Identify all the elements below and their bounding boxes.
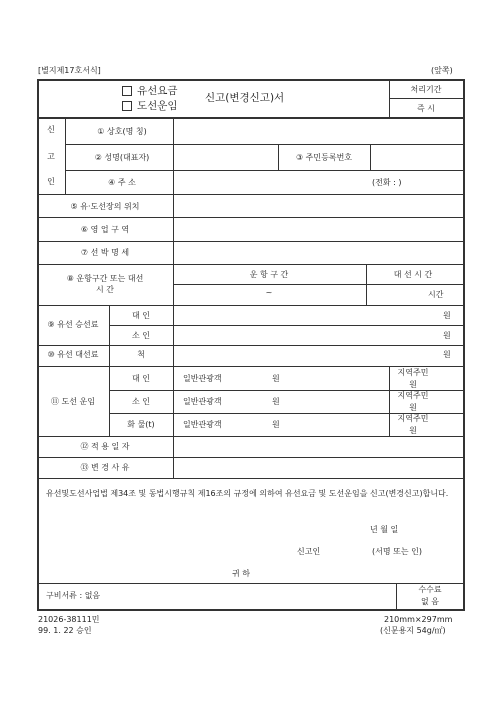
won-unit: 원 [409,426,417,435]
general-tourist-label: 일반관광객 [183,397,222,406]
charter-fee-label: ⑩ 유선 대선료 [47,350,99,359]
change-reason-label: ⑬ 변 경 사 유 [80,463,130,472]
form-title: 신고(변경신고)서 [205,92,285,104]
hours-unit: 시간 [428,290,444,299]
option-fare[interactable]: 도선운임 [122,101,178,112]
registration-number-label: ③ 주민등록번호 [295,153,353,162]
charter-time-header: 대 선 시 간 [393,270,433,279]
boarding-child-label: 소 인 [132,331,150,340]
page-side: (앞쪽) [431,66,453,75]
checkbox-icon[interactable] [122,101,132,111]
per-boat-label: 척 [137,350,145,359]
applicant-signer-label: 신고인 [297,547,321,556]
resident-label: 지역주민 [397,368,429,377]
paper-size: 210mm×297mm [384,615,453,624]
apply-date-label: ⑫ 적 용 일 자 [80,442,130,451]
applicant-label-2: 고 [47,152,55,161]
resident-label: 지역주민 [397,391,429,400]
cargo-label: 화 물(t) [127,420,155,429]
fee-label: 수수료 [418,585,442,594]
processing-period-label: 처리기간 [410,85,442,94]
company-name-label: ① 상호(명 칭) [97,127,147,136]
processing-period-value: 즉 시 [417,104,435,113]
won-unit: 원 [443,331,451,340]
route-label: ⑧ 운항구간 또는 대선 [66,274,144,283]
ferry-adult-label: 대 인 [132,374,150,383]
won-unit: 원 [272,420,280,429]
fee-value: 없 음 [421,597,439,606]
recipient-label: 귀 하 [232,569,250,578]
attachments-label: 구비서류 : 없음 [46,591,101,600]
general-tourist-label: 일반관광객 [183,374,222,383]
signature-note: (서명 또는 인) [372,547,422,556]
boarding-adult-label: 대 인 [132,311,150,320]
area-label: ⑥ 영 업 구 역 [80,225,130,234]
route-tilde: ~ [265,288,273,297]
form-number: [별지제17호서식] [38,66,101,75]
resident-label: 지역주민 [397,414,429,423]
paper-type: (신문용지 54g/㎡) [380,626,446,635]
route-header: 운 항 구 간 [249,270,289,279]
won-unit: 원 [409,403,417,412]
applicant-label-1: 신 [47,125,55,134]
won-unit: 원 [443,350,451,359]
route-label-2: 시 간 [96,285,114,294]
approval-date: 99. 1. 22 승인 [38,626,92,635]
vessel-label: ⑦ 선 박 명 세 [80,248,130,257]
representative-label: ② 성명(대표자) [94,153,150,162]
ferry-fare-label: ⑪ 도선 운임 [51,397,95,406]
won-unit: 원 [272,374,280,383]
general-tourist-label: 일반관광객 [183,420,222,429]
boarding-fee-label: ⑨ 유선 승선료 [47,320,99,329]
address-label: ④ 주 소 [108,178,136,187]
date-line: 년 월 일 [370,525,399,534]
phone-label: (전화 : ) [372,178,402,187]
won-unit: 원 [409,380,417,389]
declaration-statement: 유선및도선사업법 제34조 및 동법시행규칙 제16조의 규정에 의하여 유선요금 및 도선운임을 신고(변경신고)합니다. [46,489,449,498]
won-unit: 원 [443,311,451,320]
won-unit: 원 [272,397,280,406]
form-code: 21026-38111민 [38,615,100,624]
applicant-label-3: 인 [47,177,55,186]
ferry-child-label: 소 인 [132,397,150,406]
location-label: ⑤ 유·도선장의 위치 [70,202,140,211]
option-fee[interactable]: 유선요금 [122,86,178,97]
checkbox-icon[interactable] [122,86,132,96]
